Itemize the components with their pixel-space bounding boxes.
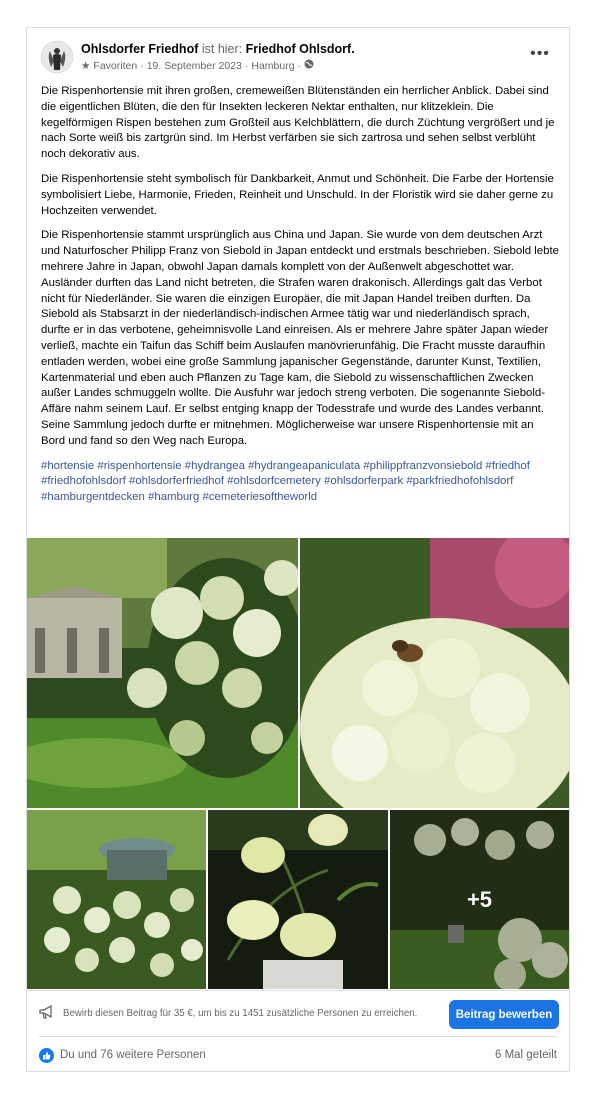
post-footer <box>39 1036 557 1073</box>
post-paragraph: Die Rispenhortensie stammt ursprünglich aus China und Japan. Sie wurde von dem deutschen Arzt und Naturfoscher Philipp Franz von Siebold in Japan entdeckt und erstmals beschrieben. Siebold lebte mehrere Jahre in Japan, obwohl Japan damals komplett von der Außenwelt abgeschottet war. Ausländer durften das Land nicht betreten, die Strafen waren drakonisch. Allerdings galt das Verbot nicht für Niederländer. Sie waren die einzigen Europäer, die mit Japan Handel treiben durften. Da Siebold als Stabsarzt in der niederländisch-indischen Armee tätig war und niederländisch sprach, durfte er in das verbotene, geheimnisvolle Land einreisen. Als er mehrere Jahre später Japan wieder verließ, machte ein Taifun das Schiff beim Auslaufen manövrierunfähig. Die Fracht musste daraufhin entladen werden, wobei eine große Sammlung japanischer Gegenstände, darunter Kunst, Textilien, Kartenmaterial und eben auch Pflanzen zu Tage kam, die Siebold zu wissenschaftlichen Zwecken außer Landes schmuggeln wollte. Die Ausfuhr war jedoch streng verboten. Die sogenannte Siebold-Affäre nahm seinem Lauf. Er selbst entging knapp der Todesstrafe und wurde des Landes verbannt. Seine Sammlung jedoch durfte er mitnehmen. Möglicherweise war unsere Rispenhortensie mit an Bord und fand so den Weg nach Europa. <box>41 229 559 447</box>
boost-bar <box>27 990 569 1037</box>
globe-icon <box>304 59 314 72</box>
post-paragraph: Die Rispenhortensie mit ihren großen, cremeweißen Blütenständen ein herrlicher Anblick. Dabei sind die eigentlichen Blüten, die den für Insekten leckeren Nektar enthalten, nur klitzeklein. Die kegelförmigen Rispen bestehen zum Großteil aus Kelchblättern, die durch Züchtung vergrößert und je nach Sorte weiß bis zartgrün sind. Im Herbst verfärben sie sich zartrosa und sehen selbst verblüht noch dekorativ aus. <box>41 85 555 161</box>
favorites-label[interactable]: Favoriten <box>93 59 138 72</box>
like-icon <box>39 1048 54 1063</box>
post-paragraph: Die Rispenhortensie steht symbolisch für Dankbarkeit, Anmut und Schönheit. Die Farbe der Hortensie symbolisiert Liebe, Harmonie, Frieden, Reinheit und Unschuld. In der Floristik wird sie daher gerne zu Hochzeiten verwendet. <box>41 172 554 217</box>
post-title <box>81 42 355 56</box>
page-avatar[interactable] <box>41 41 73 73</box>
photo-5[interactable] <box>390 810 569 989</box>
page-name-link[interactable]: Ohlsdorfer Friedhof <box>81 42 199 56</box>
reactions-count[interactable]: Du und 76 weitere Personen <box>60 1049 206 1061</box>
more-options-icon[interactable]: ••• <box>530 45 550 62</box>
megaphone-icon <box>39 1005 55 1024</box>
meta-separator: · <box>244 59 249 72</box>
boost-text: Bewirb diesen Beitrag für 35 €, um bis zu 1451 zusätzliche Personen zu erreichen. <box>63 1008 418 1019</box>
meta-separator: · <box>140 59 144 72</box>
is-here-text: ist hier: <box>201 42 243 56</box>
post-place[interactable]: Hamburg <box>251 59 295 72</box>
post-meta <box>81 59 314 72</box>
hashtags[interactable]: #hortensie #rispenhortensie #hydrangea #hydrangeapaniculata #philippfranzvonsiebold #friedhof #friedhofohlsdorf #ohlsdorferfriedhof #ohlsdorfcemetery #ohlsdorferpark #parkfriedhofohlsdorf #hamburgentdecken #hamburg #cemeteriesoftheworld <box>41 459 530 504</box>
boost-post-button[interactable]: Beitrag bewerben <box>449 1000 559 1029</box>
meta-separator: · <box>297 59 302 72</box>
photo-3[interactable] <box>27 810 206 989</box>
more-photos-count[interactable]: +5 <box>390 810 569 989</box>
photo-1[interactable] <box>27 538 298 808</box>
post-text <box>41 84 559 515</box>
post-card <box>26 27 570 1072</box>
location-link[interactable]: Friedhof Ohlsdorf. <box>245 42 355 56</box>
shares-count[interactable]: 6 Mal geteilt <box>494 1049 557 1061</box>
photo-grid <box>27 538 569 989</box>
star-icon: ★ <box>81 59 91 72</box>
post-date[interactable]: 19. September 2023 <box>146 59 242 72</box>
post-header <box>41 41 557 75</box>
photo-4[interactable] <box>208 810 388 989</box>
photo-2[interactable] <box>300 538 569 808</box>
